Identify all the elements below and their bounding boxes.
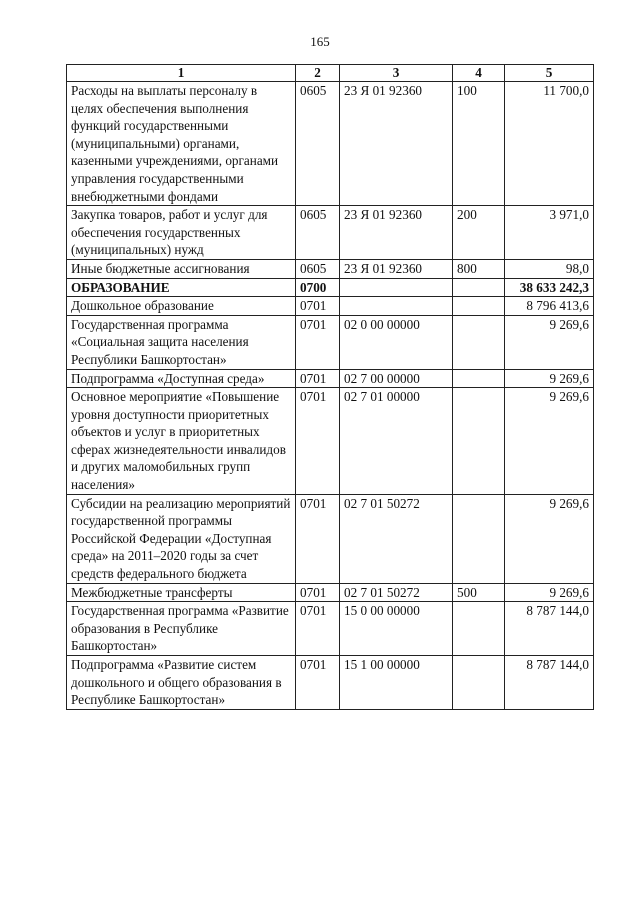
cell-amount: 9 269,6	[505, 315, 594, 369]
header-row	[67, 65, 594, 82]
cell-amount: 9 269,6	[505, 369, 594, 388]
cell-amount: 8 796 413,6	[505, 297, 594, 316]
cell-section-code: 0700	[296, 278, 340, 297]
cell-name: Государственная программа «Социальная защита населения Республики Башкортостан»	[67, 315, 296, 369]
cell-amount: 8 787 144,0	[505, 656, 594, 710]
cell-expense-type: 500	[453, 583, 505, 602]
cell-expense-type	[453, 369, 505, 388]
table-row	[67, 259, 594, 278]
cell-target-article: 02 0 00 00000	[340, 315, 453, 369]
cell-section-code: 0605	[296, 206, 340, 260]
cell-name: Дошкольное образование	[67, 297, 296, 316]
cell-target-article	[340, 297, 453, 316]
table-row	[67, 315, 594, 369]
cell-name: Закупка товаров, работ и услуг для обеспечения государственных (муниципальных) нужд	[67, 206, 296, 260]
table-row	[67, 583, 594, 602]
cell-expense-type	[453, 315, 505, 369]
cell-expense-type	[453, 602, 505, 656]
table-row	[67, 388, 594, 495]
cell-target-article: 02 7 01 50272	[340, 494, 453, 583]
cell-target-article: 23 Я 01 92360	[340, 259, 453, 278]
table-row	[67, 206, 594, 260]
header-col-3: 3	[340, 65, 453, 82]
cell-target-article: 02 7 01 00000	[340, 388, 453, 495]
table-row	[67, 297, 594, 316]
cell-name: Субсидии на реализацию мероприятий государственной программы Российской Федерации «Доступная среда» на 2011–2020 годы за счет средств федерального бюджета	[67, 494, 296, 583]
header-col-1: 1	[67, 65, 296, 82]
table-body	[67, 82, 594, 710]
header-col-4: 4	[453, 65, 505, 82]
cell-section-code: 0701	[296, 388, 340, 495]
cell-name: Межбюджетные трансферты	[67, 583, 296, 602]
cell-expense-type: 200	[453, 206, 505, 260]
cell-expense-type	[453, 297, 505, 316]
cell-amount: 9 269,6	[505, 494, 594, 583]
cell-section-code: 0701	[296, 369, 340, 388]
table-row	[67, 602, 594, 656]
cell-name: Расходы на выплаты персоналу в целях обеспечения выполнения функций государственными (муниципальными) органами, казенными учреждениями, органами управления государственными внебюджетными фондами	[67, 82, 296, 206]
cell-amount: 8 787 144,0	[505, 602, 594, 656]
cell-amount: 3 971,0	[505, 206, 594, 260]
cell-section-code: 0605	[296, 259, 340, 278]
cell-expense-type	[453, 656, 505, 710]
cell-target-article: 15 0 00 00000	[340, 602, 453, 656]
cell-expense-type: 100	[453, 82, 505, 206]
cell-section-code: 0701	[296, 494, 340, 583]
cell-name: Иные бюджетные ассигнования	[67, 259, 296, 278]
cell-name: Подпрограмма «Развитие систем дошкольного и общего образования в Республике Башкортостан»	[67, 656, 296, 710]
cell-name: Подпрограмма «Доступная среда»	[67, 369, 296, 388]
page-number: 165	[310, 34, 330, 49]
cell-section-code: 0701	[296, 315, 340, 369]
cell-target-article: 23 Я 01 92360	[340, 206, 453, 260]
cell-name: Государственная программа «Развитие образования в Республике Башкортостан»	[67, 602, 296, 656]
cell-expense-type	[453, 388, 505, 495]
cell-section-code: 0605	[296, 82, 340, 206]
cell-target-article: 02 7 00 00000	[340, 369, 453, 388]
cell-target-article	[340, 278, 453, 297]
cell-section-code: 0701	[296, 297, 340, 316]
table-row	[67, 369, 594, 388]
cell-target-article: 02 7 01 50272	[340, 583, 453, 602]
cell-expense-type	[453, 278, 505, 297]
cell-amount: 11 700,0	[505, 82, 594, 206]
header-col-2: 2	[296, 65, 340, 82]
table-row	[67, 656, 594, 710]
table-row	[67, 278, 594, 297]
cell-expense-type	[453, 494, 505, 583]
cell-target-article: 15 1 00 00000	[340, 656, 453, 710]
cell-target-article: 23 Я 01 92360	[340, 82, 453, 206]
budget-table	[66, 64, 594, 710]
cell-amount: 38 633 242,3	[505, 278, 594, 297]
cell-expense-type: 800	[453, 259, 505, 278]
cell-section-code: 0701	[296, 583, 340, 602]
table-row	[67, 494, 594, 583]
cell-name: ОБРАЗОВАНИЕ	[67, 278, 296, 297]
cell-section-code: 0701	[296, 602, 340, 656]
cell-amount: 98,0	[505, 259, 594, 278]
cell-section-code: 0701	[296, 656, 340, 710]
cell-amount: 9 269,6	[505, 388, 594, 495]
cell-name: Основное мероприятие «Повышение уровня доступности приоритетных объектов и услуг в приоритетных сферах жизнедеятельности инвалидов и других маломобильных групп населения»	[67, 388, 296, 495]
cell-amount: 9 269,6	[505, 583, 594, 602]
table-row	[67, 82, 594, 206]
header-col-5: 5	[505, 65, 594, 82]
